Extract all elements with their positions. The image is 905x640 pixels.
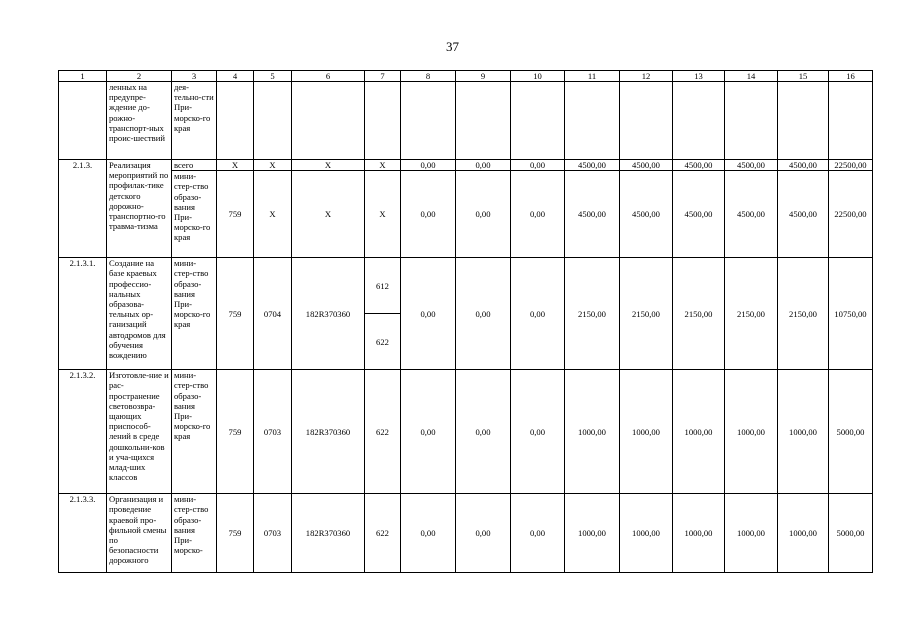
executor: мини-стер-ство образо-вания При-морско-го края xyxy=(172,258,217,370)
amount-cell: 1000,00 xyxy=(620,494,673,573)
target-code: Х xyxy=(292,160,365,171)
header-cell: 15 xyxy=(778,71,829,82)
amount-cell: 2150,00 xyxy=(620,258,673,370)
item-code: 2.1.3.1. xyxy=(59,258,107,370)
header-cell: 3 xyxy=(172,71,217,82)
target-code: 182R370360 xyxy=(292,494,365,573)
table-row-2-1-3-total xyxy=(59,160,873,171)
amount-cell: 2150,00 xyxy=(725,258,778,370)
header-cell: 10 xyxy=(511,71,565,82)
amount-cell: 0,00 xyxy=(511,494,565,573)
amount-cell: 4500,00 xyxy=(565,171,620,258)
header-cell: 12 xyxy=(620,71,673,82)
amount-cell: 0,00 xyxy=(511,160,565,171)
total-cell: 22500,00 xyxy=(829,160,873,171)
amount-cell: 0,00 xyxy=(511,171,565,258)
table-row-continuation xyxy=(59,82,873,160)
amount-cell: 0,00 xyxy=(401,494,456,573)
target-code: 182R370360 xyxy=(292,370,365,494)
section-code: Х xyxy=(254,160,292,171)
table-row-2-1-3-1 xyxy=(59,258,873,370)
header-cell: 14 xyxy=(725,71,778,82)
header-cell: 16 xyxy=(829,71,873,82)
header-cell: 13 xyxy=(673,71,725,82)
amount-cell: 1000,00 xyxy=(673,370,725,494)
table-row-2-1-3-ministry xyxy=(59,171,873,258)
amount-cell: 0,00 xyxy=(511,258,565,370)
amount-cell: 0,00 xyxy=(401,258,456,370)
amount-cell: 4500,00 xyxy=(778,171,829,258)
amount-cell: 0,00 xyxy=(401,171,456,258)
header-cell: 1 xyxy=(59,71,107,82)
amount-cell: 4500,00 xyxy=(620,171,673,258)
grbs-code: 759 xyxy=(217,171,254,258)
amount-cell: 0,00 xyxy=(456,160,511,171)
section-code: 0703 xyxy=(254,370,292,494)
header-row xyxy=(59,71,873,82)
executor: всего xyxy=(172,160,217,171)
expense-type: 622 xyxy=(365,494,401,573)
amount-cell: 1000,00 xyxy=(778,494,829,573)
amount-cell: 0,00 xyxy=(456,258,511,370)
grbs-code: Х xyxy=(217,160,254,171)
expense-type: 622 xyxy=(365,370,401,494)
amount-cell: 4500,00 xyxy=(620,160,673,171)
amount-cell: 4500,00 xyxy=(725,171,778,258)
executor: мини-стер-ство образо-вания При-морско-го края xyxy=(172,370,217,494)
total-cell: 5000,00 xyxy=(829,370,873,494)
total-cell: 5000,00 xyxy=(829,494,873,573)
amount-cell: 1000,00 xyxy=(620,370,673,494)
amount-cell: 1000,00 xyxy=(673,494,725,573)
activity-name: Создание на базе краевых професcио-нальных образова-тельных ор-ганизаций автодромов для обучения вождению xyxy=(107,258,172,370)
total-cell: 22500,00 xyxy=(829,171,873,258)
amount-cell: 1000,00 xyxy=(725,370,778,494)
item-code: 2.1.3. xyxy=(59,160,107,258)
expense-type-split xyxy=(365,258,401,370)
section-code: 0704 xyxy=(254,258,292,370)
header-cell: 2 xyxy=(107,71,172,82)
table-row-2-1-3-3 xyxy=(59,494,873,573)
header-cell: 7 xyxy=(365,71,401,82)
section-code: Х xyxy=(254,171,292,258)
header-cell: 9 xyxy=(456,71,511,82)
expense-type: 622 xyxy=(365,313,400,369)
amount-cell: 1000,00 xyxy=(778,370,829,494)
amount-cell: 0,00 xyxy=(456,370,511,494)
amount-cell: 4500,00 xyxy=(778,160,829,171)
header-cell: 6 xyxy=(292,71,365,82)
executor: дея-тельно-сти При-морско-го края xyxy=(172,82,217,160)
activity-name: Организация и проведение краевой про-фильной смены по безопасности дорожного xyxy=(107,494,172,573)
executor: мини-стер-ство образо-вания При-морско-го края xyxy=(172,171,217,258)
grbs-code: 759 xyxy=(217,494,254,573)
item-code: 2.1.3.2. xyxy=(59,370,107,494)
amount-cell: 2150,00 xyxy=(673,258,725,370)
table-row-2-1-3-2 xyxy=(59,370,873,494)
amount-cell: 0,00 xyxy=(401,370,456,494)
amount-cell: 0,00 xyxy=(511,370,565,494)
grbs-code: 759 xyxy=(217,258,254,370)
activity-name: Реализация мероприятий по профилак-тике детского дорожно-транспортно-го травма-тизма xyxy=(107,160,172,258)
budget-table xyxy=(58,70,873,573)
activity-name: Изготовле-ние и рас-пространение световозвра-щающих приспособ-лений в среде дошкольни-ков и уча-щихся млад-ших классов xyxy=(107,370,172,494)
amount-cell: 1000,00 xyxy=(565,370,620,494)
amount-cell: 4500,00 xyxy=(565,160,620,171)
amount-cell: 2150,00 xyxy=(565,258,620,370)
header-cell: 11 xyxy=(565,71,620,82)
amount-cell: 1000,00 xyxy=(725,494,778,573)
header-cell: 8 xyxy=(401,71,456,82)
expense-type: Х xyxy=(365,160,401,171)
amount-cell: 1000,00 xyxy=(565,494,620,573)
target-code: 182R370360 xyxy=(292,258,365,370)
amount-cell: 2150,00 xyxy=(778,258,829,370)
grbs-code: 759 xyxy=(217,370,254,494)
amount-cell: 0,00 xyxy=(456,494,511,573)
amount-cell: 4500,00 xyxy=(673,171,725,258)
header-cell: 5 xyxy=(254,71,292,82)
activity-name: ленных на предупре-ждение до-рожно-транспорт-ных проис-шествий xyxy=(107,82,172,160)
item-code: 2.1.3.3. xyxy=(59,494,107,573)
expense-type: 612 xyxy=(376,280,389,291)
page-number: 37 xyxy=(446,39,459,54)
amount-cell: 0,00 xyxy=(401,160,456,171)
target-code: Х xyxy=(292,171,365,258)
expense-type: Х xyxy=(365,171,401,258)
header-cell: 4 xyxy=(217,71,254,82)
total-cell: 10750,00 xyxy=(829,258,873,370)
executor: мини-стер-ство образо-вания При-морско- xyxy=(172,494,217,573)
section-code: 0703 xyxy=(254,494,292,573)
amount-cell: 4500,00 xyxy=(725,160,778,171)
amount-cell: 4500,00 xyxy=(673,160,725,171)
amount-cell: 0,00 xyxy=(456,171,511,258)
